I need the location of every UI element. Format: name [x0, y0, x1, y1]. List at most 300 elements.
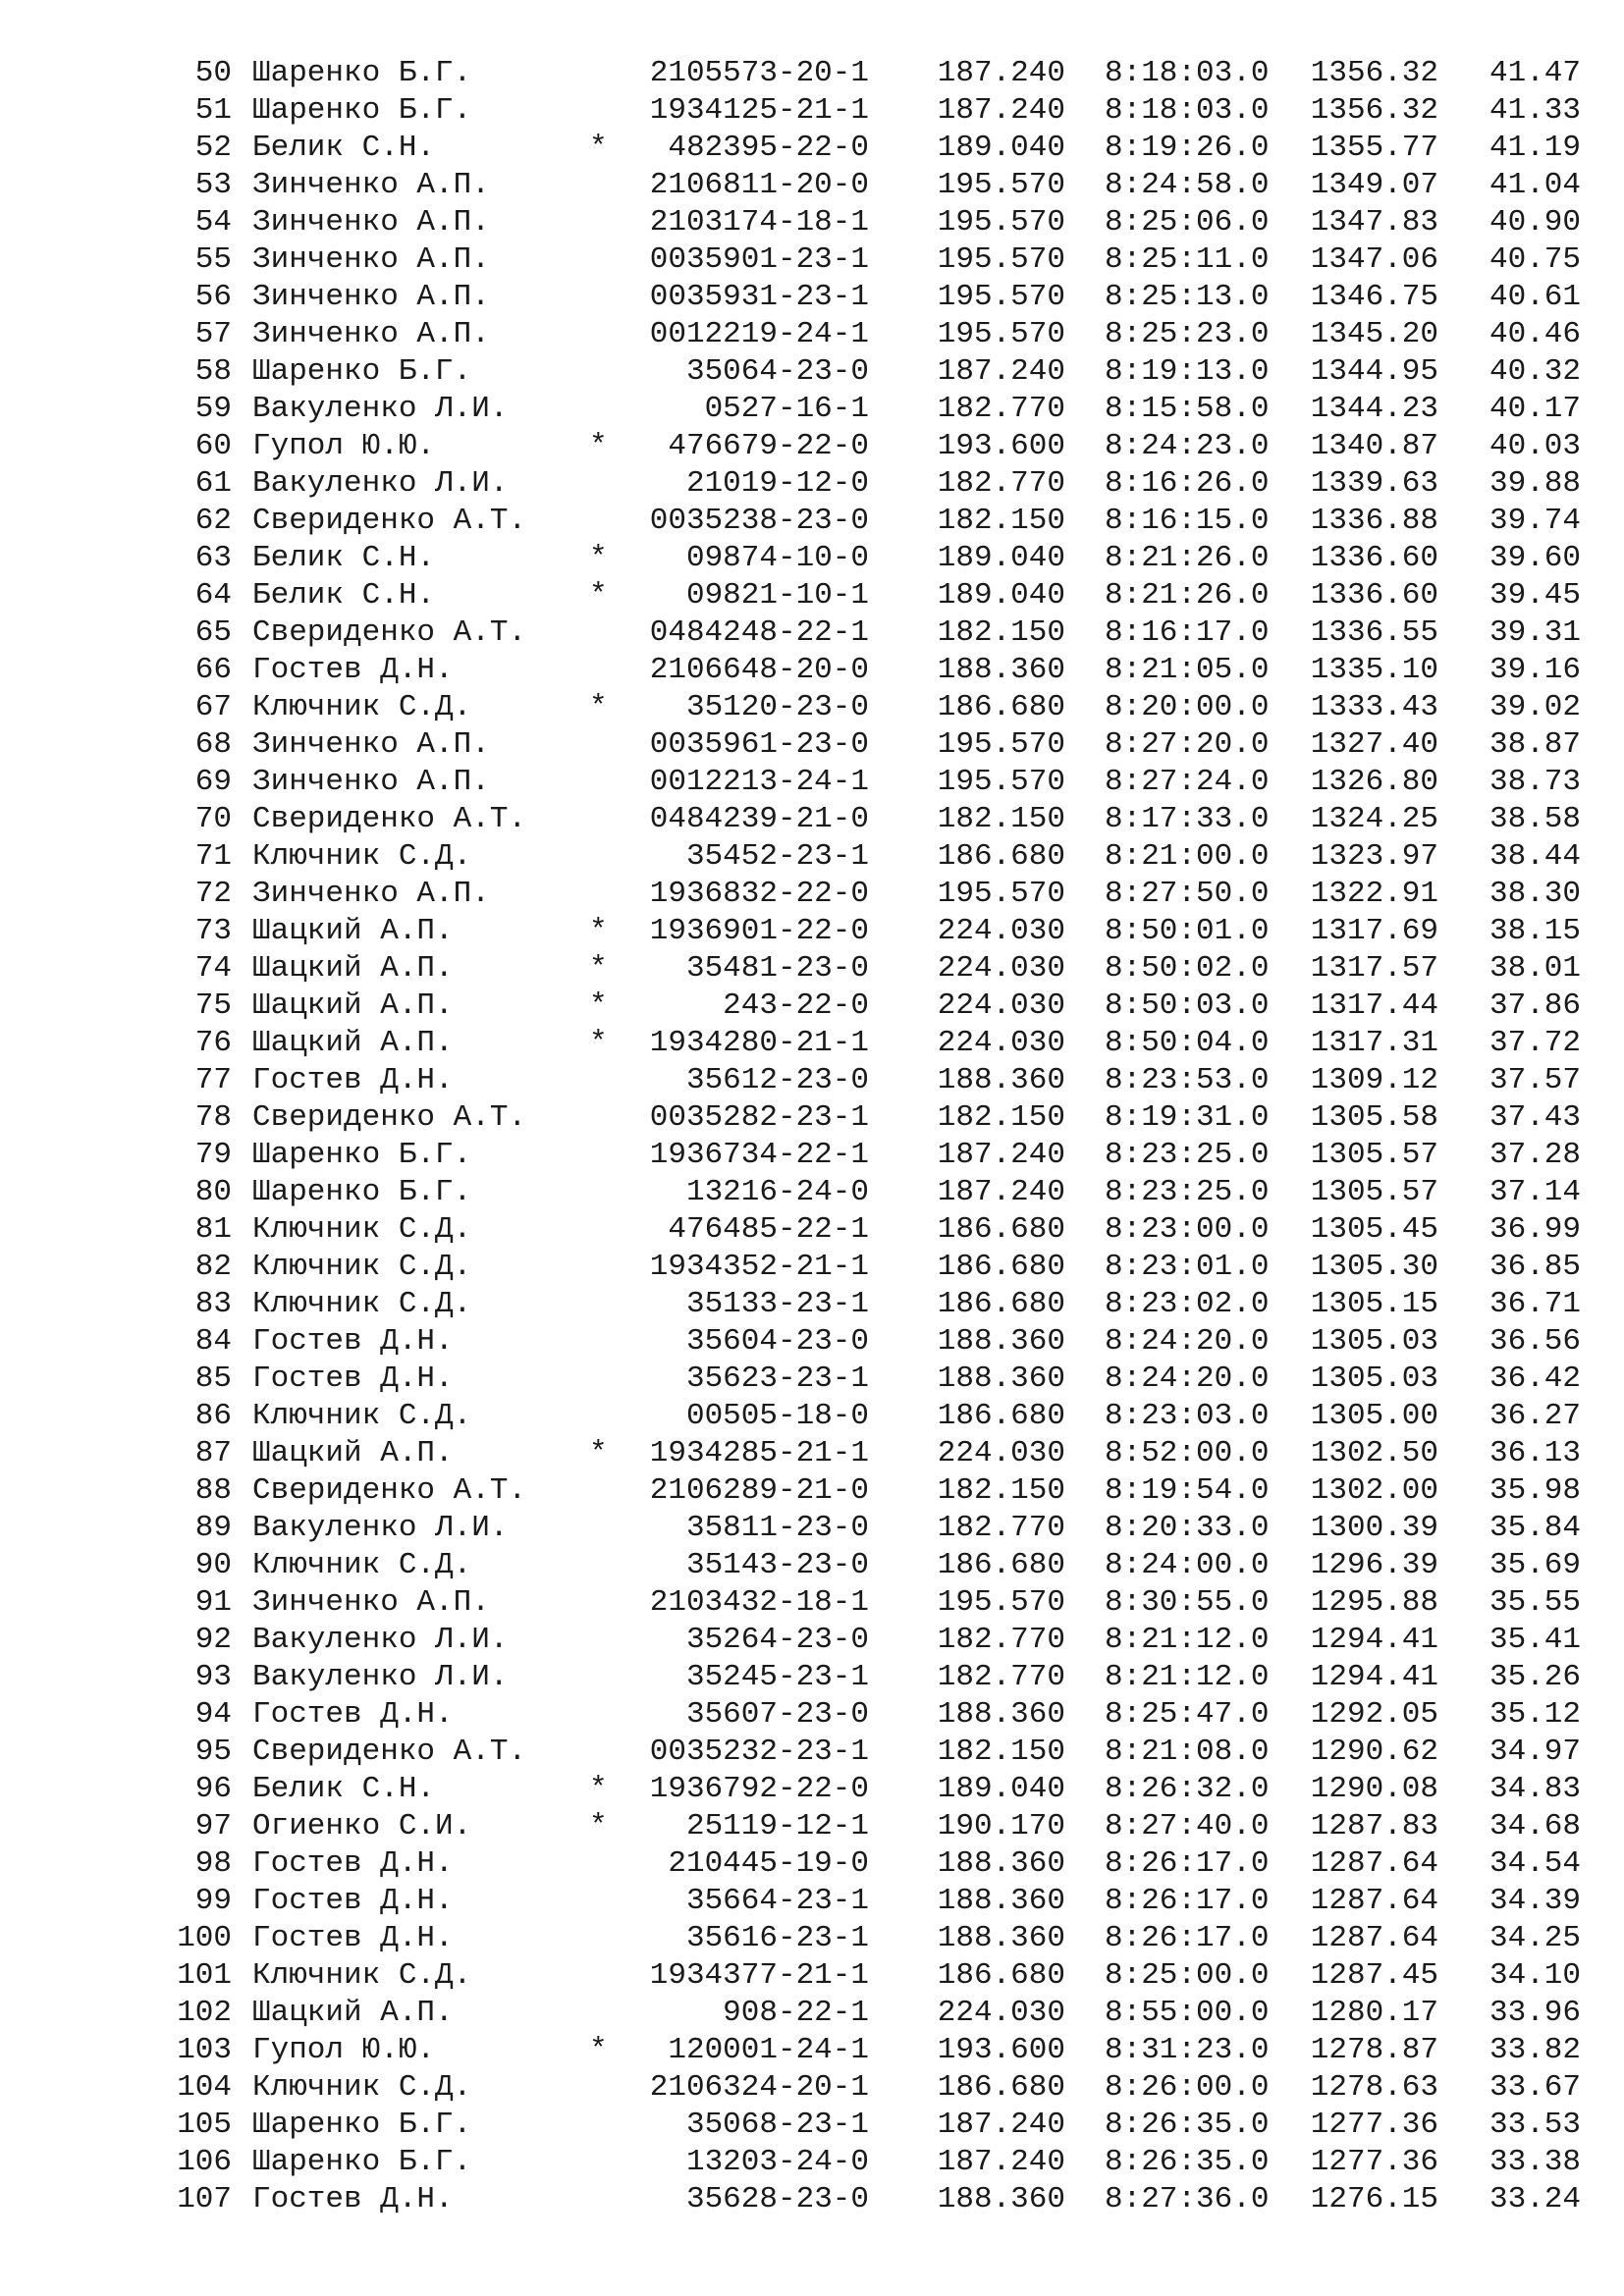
coefficient-cell: 33.53: [1489, 2108, 1581, 2142]
fancier-name-cell: Белик С.Н.: [252, 1772, 436, 1806]
speed-cell: 1305.03: [1310, 1324, 1438, 1359]
rank-cell: 92: [194, 1623, 232, 1657]
distance-cell: 186.680: [937, 690, 1065, 724]
coefficient-cell: 37.86: [1489, 988, 1581, 1023]
speed-cell: 1305.03: [1310, 1362, 1438, 1396]
ring-number-cell: 35607-23-0: [685, 1697, 869, 1732]
fancier-name-cell: Шаренко Б.Г.: [252, 354, 472, 389]
mark-cell: *: [589, 690, 608, 724]
coefficient-cell: 33.82: [1489, 2033, 1581, 2067]
speed-cell: 1323.97: [1310, 839, 1438, 874]
coefficient-cell: 38.15: [1489, 914, 1581, 948]
rank-cell: 59: [194, 392, 232, 426]
arrival-time-cell: 8:19:54.0: [1105, 1473, 1270, 1508]
distance-cell: 189.040: [937, 578, 1065, 613]
coefficient-cell: 36.71: [1489, 1287, 1581, 1321]
fancier-name-cell: Гостев Д.Н.: [252, 1921, 454, 1955]
table-row: [0, 1584, 1624, 1622]
distance-cell: 187.240: [937, 56, 1065, 90]
mark-cell: *: [589, 951, 608, 986]
distance-cell: 188.360: [937, 1884, 1065, 1918]
ring-number-cell: 120001-24-1: [668, 2033, 869, 2067]
ring-number-cell: 25119-12-1: [685, 1809, 869, 1843]
fancier-name-cell: Ключник С.Д.: [252, 1287, 472, 1321]
ring-number-cell: 13216-24-0: [685, 1175, 869, 1209]
ring-number-cell: 35604-23-0: [685, 1324, 869, 1359]
ring-number-cell: 0484239-21-0: [649, 802, 869, 836]
fancier-name-cell: Ключник С.Д.: [252, 1212, 472, 1247]
table-row: [0, 1696, 1624, 1734]
ring-number-cell: 2103174-18-1: [649, 205, 869, 240]
table-row: [0, 1137, 1624, 1174]
distance-cell: 186.680: [937, 1250, 1065, 1284]
fancier-name-cell: Зинченко А.П.: [252, 168, 490, 202]
fancier-name-cell: Ключник С.Д.: [252, 1958, 472, 1993]
speed-cell: 1302.00: [1310, 1473, 1438, 1508]
coefficient-cell: 39.74: [1489, 504, 1581, 538]
rank-cell: 105: [177, 2108, 232, 2142]
arrival-time-cell: 8:20:00.0: [1105, 690, 1270, 724]
arrival-time-cell: 8:23:25.0: [1105, 1138, 1270, 1172]
table-row: [0, 1995, 1624, 2032]
rank-cell: 55: [194, 242, 232, 277]
rank-cell: 56: [194, 280, 232, 314]
coefficient-cell: 38.01: [1489, 951, 1581, 986]
ring-number-cell: 0035901-23-1: [649, 242, 869, 277]
mark-cell: *: [589, 429, 608, 463]
arrival-time-cell: 8:25:11.0: [1105, 242, 1270, 277]
arrival-time-cell: 8:21:08.0: [1105, 1735, 1270, 1769]
fancier-name-cell: Ключник С.Д.: [252, 1250, 472, 1284]
fancier-name-cell: Гостев Д.Н.: [252, 1063, 454, 1097]
arrival-time-cell: 8:23:25.0: [1105, 1175, 1270, 1209]
coefficient-cell: 38.73: [1489, 765, 1581, 799]
fancier-name-cell: Шаренко Б.Г.: [252, 93, 472, 128]
arrival-time-cell: 8:26:00.0: [1105, 2070, 1270, 2105]
rank-cell: 60: [194, 429, 232, 463]
arrival-time-cell: 8:26:17.0: [1105, 1846, 1270, 1881]
distance-cell: 182.150: [937, 1100, 1065, 1135]
coefficient-cell: 36.56: [1489, 1324, 1581, 1359]
speed-cell: 1336.60: [1310, 541, 1438, 575]
coefficient-cell: 39.16: [1489, 653, 1581, 687]
speed-cell: 1326.80: [1310, 765, 1438, 799]
fancier-name-cell: Шацкий А.П.: [252, 914, 454, 948]
fancier-name-cell: Шаренко Б.Г.: [252, 1138, 472, 1172]
ring-number-cell: 0527-16-1: [704, 392, 869, 426]
coefficient-cell: 39.02: [1489, 690, 1581, 724]
coefficient-cell: 35.69: [1489, 1548, 1581, 1582]
distance-cell: 182.770: [937, 1511, 1065, 1545]
distance-cell: 224.030: [937, 951, 1065, 986]
coefficient-cell: 40.46: [1489, 317, 1581, 351]
rank-cell: 88: [194, 1473, 232, 1508]
table-row: [0, 1771, 1624, 1808]
ring-number-cell: 2106324-20-1: [649, 2070, 869, 2105]
rank-cell: 86: [194, 1399, 232, 1433]
arrival-time-cell: 8:26:35.0: [1105, 2145, 1270, 2179]
coefficient-cell: 38.58: [1489, 802, 1581, 836]
speed-cell: 1317.31: [1310, 1026, 1438, 1060]
fancier-name-cell: Зинченко А.П.: [252, 242, 490, 277]
table-row: [0, 540, 1624, 577]
speed-cell: 1340.87: [1310, 429, 1438, 463]
speed-cell: 1346.75: [1310, 280, 1438, 314]
speed-cell: 1322.91: [1310, 877, 1438, 911]
arrival-time-cell: 8:30:55.0: [1105, 1585, 1270, 1620]
table-row: [0, 353, 1624, 391]
ring-number-cell: 476485-22-1: [668, 1212, 869, 1247]
distance-cell: 189.040: [937, 1772, 1065, 1806]
fancier-name-cell: Зинченко А.П.: [252, 727, 490, 762]
speed-cell: 1317.57: [1310, 951, 1438, 986]
arrival-time-cell: 8:21:12.0: [1105, 1660, 1270, 1694]
coefficient-cell: 35.41: [1489, 1623, 1581, 1657]
table-row: [0, 1957, 1624, 1995]
fancier-name-cell: Свериденко А.Т.: [252, 1100, 527, 1135]
coefficient-cell: 36.85: [1489, 1250, 1581, 1284]
table-row: [0, 1323, 1624, 1361]
speed-cell: 1294.41: [1310, 1660, 1438, 1694]
speed-cell: 1276.15: [1310, 2182, 1438, 2216]
rank-cell: 85: [194, 1362, 232, 1396]
coefficient-cell: 37.14: [1489, 1175, 1581, 1209]
ring-number-cell: 0484248-22-1: [649, 615, 869, 650]
mark-cell: *: [589, 131, 608, 165]
fancier-name-cell: Зинченко А.П.: [252, 205, 490, 240]
arrival-time-cell: 8:19:13.0: [1105, 354, 1270, 389]
distance-cell: 188.360: [937, 653, 1065, 687]
fancier-name-cell: Гупол Ю.Ю.: [252, 2033, 436, 2067]
ring-number-cell: 1936901-22-0: [649, 914, 869, 948]
coefficient-cell: 36.27: [1489, 1399, 1581, 1433]
arrival-time-cell: 8:16:15.0: [1105, 504, 1270, 538]
fancier-name-cell: Шаренко Б.Г.: [252, 56, 472, 90]
ring-number-cell: 1936734-22-1: [649, 1138, 869, 1172]
rank-cell: 96: [194, 1772, 232, 1806]
arrival-time-cell: 8:27:36.0: [1105, 2182, 1270, 2216]
coefficient-cell: 39.45: [1489, 578, 1581, 613]
fancier-name-cell: Гостев Д.Н.: [252, 1846, 454, 1881]
fancier-name-cell: Свериденко А.Т.: [252, 1735, 527, 1769]
coefficient-cell: 35.26: [1489, 1660, 1581, 1694]
rank-cell: 104: [177, 2070, 232, 2105]
table-row: [0, 55, 1624, 92]
fancier-name-cell: Гостев Д.Н.: [252, 1324, 454, 1359]
arrival-time-cell: 8:25:13.0: [1105, 280, 1270, 314]
coefficient-cell: 34.10: [1489, 1958, 1581, 1993]
ring-number-cell: 35064-23-0: [685, 354, 869, 389]
rank-cell: 102: [177, 1996, 232, 2030]
distance-cell: 193.600: [937, 429, 1065, 463]
ring-number-cell: 0035931-23-1: [649, 280, 869, 314]
coefficient-cell: 37.57: [1489, 1063, 1581, 1097]
mark-cell: *: [589, 2033, 608, 2067]
arrival-time-cell: 8:25:47.0: [1105, 1697, 1270, 1732]
rank-cell: 107: [177, 2182, 232, 2216]
distance-cell: 182.150: [937, 1473, 1065, 1508]
rank-cell: 82: [194, 1250, 232, 1284]
speed-cell: 1305.00: [1310, 1399, 1438, 1433]
rank-cell: 78: [194, 1100, 232, 1135]
fancier-name-cell: Зинченко А.П.: [252, 765, 490, 799]
table-row: [0, 1808, 1624, 1845]
ring-number-cell: 0035282-23-1: [649, 1100, 869, 1135]
fancier-name-cell: Огиенко С.И.: [252, 1809, 472, 1843]
speed-cell: 1349.07: [1310, 168, 1438, 202]
speed-cell: 1305.45: [1310, 1212, 1438, 1247]
ring-number-cell: 35616-23-1: [685, 1921, 869, 1955]
fancier-name-cell: Свериденко А.Т.: [252, 615, 527, 650]
arrival-time-cell: 8:27:20.0: [1105, 727, 1270, 762]
rank-cell: 69: [194, 765, 232, 799]
ring-number-cell: 1934285-21-1: [649, 1436, 869, 1470]
distance-cell: 187.240: [937, 2145, 1065, 2179]
mark-cell: *: [589, 541, 608, 575]
table-row: [0, 465, 1624, 503]
rank-cell: 72: [194, 877, 232, 911]
table-row: [0, 689, 1624, 726]
rank-cell: 61: [194, 466, 232, 501]
table-row: [0, 1361, 1624, 1398]
fancier-name-cell: Свериденко А.Т.: [252, 1473, 527, 1508]
table-row: [0, 1547, 1624, 1584]
speed-cell: 1356.32: [1310, 56, 1438, 90]
fancier-name-cell: Белик С.Н.: [252, 578, 436, 613]
coefficient-cell: 38.30: [1489, 877, 1581, 911]
speed-cell: 1344.23: [1310, 392, 1438, 426]
speed-cell: 1277.36: [1310, 2145, 1438, 2179]
speed-cell: 1305.58: [1310, 1100, 1438, 1135]
table-row: [0, 1398, 1624, 1435]
arrival-time-cell: 8:21:00.0: [1105, 839, 1270, 874]
speed-cell: 1327.40: [1310, 727, 1438, 762]
ring-number-cell: 35120-23-0: [685, 690, 869, 724]
distance-cell: 195.570: [937, 765, 1065, 799]
ring-number-cell: 2103432-18-1: [649, 1585, 869, 1620]
speed-cell: 1347.83: [1310, 205, 1438, 240]
rank-cell: 74: [194, 951, 232, 986]
distance-cell: 187.240: [937, 1175, 1065, 1209]
ring-number-cell: 35481-23-0: [685, 951, 869, 986]
speed-cell: 1278.87: [1310, 2033, 1438, 2067]
ring-number-cell: 35245-23-1: [685, 1660, 869, 1694]
speed-cell: 1309.12: [1310, 1063, 1438, 1097]
speed-cell: 1300.39: [1310, 1511, 1438, 1545]
mark-cell: *: [589, 1772, 608, 1806]
table-row: [0, 2107, 1624, 2144]
distance-cell: 195.570: [937, 242, 1065, 277]
speed-cell: 1333.43: [1310, 690, 1438, 724]
rank-cell: 58: [194, 354, 232, 389]
table-row: [0, 726, 1624, 764]
arrival-time-cell: 8:50:01.0: [1105, 914, 1270, 948]
fancier-name-cell: Гостев Д.Н.: [252, 1884, 454, 1918]
fancier-name-cell: Шацкий А.П.: [252, 1996, 454, 2030]
ring-number-cell: 0012219-24-1: [649, 317, 869, 351]
ring-number-cell: 0035232-23-1: [649, 1735, 869, 1769]
table-row: [0, 1025, 1624, 1062]
distance-cell: 195.570: [937, 877, 1065, 911]
distance-cell: 188.360: [937, 1324, 1065, 1359]
fancier-name-cell: Шаренко Б.Г.: [252, 2145, 472, 2179]
speed-cell: 1302.50: [1310, 1436, 1438, 1470]
distance-cell: 187.240: [937, 2108, 1065, 2142]
speed-cell: 1355.77: [1310, 131, 1438, 165]
arrival-time-cell: 8:26:32.0: [1105, 1772, 1270, 1806]
fancier-name-cell: Вакуленко Л.И.: [252, 466, 509, 501]
ring-number-cell: 35811-23-0: [685, 1511, 869, 1545]
distance-cell: 186.680: [937, 839, 1065, 874]
ring-number-cell: 1934280-21-1: [649, 1026, 869, 1060]
coefficient-cell: 36.13: [1489, 1436, 1581, 1470]
coefficient-cell: 34.39: [1489, 1884, 1581, 1918]
rank-cell: 52: [194, 131, 232, 165]
fancier-name-cell: Гостев Д.Н.: [252, 653, 454, 687]
distance-cell: 186.680: [937, 1287, 1065, 1321]
speed-cell: 1295.88: [1310, 1585, 1438, 1620]
rank-cell: 77: [194, 1063, 232, 1097]
arrival-time-cell: 8:19:31.0: [1105, 1100, 1270, 1135]
ring-number-cell: 482395-22-0: [668, 131, 869, 165]
coefficient-cell: 33.38: [1489, 2145, 1581, 2179]
speed-cell: 1280.17: [1310, 1996, 1438, 2030]
arrival-time-cell: 8:24:20.0: [1105, 1362, 1270, 1396]
coefficient-cell: 38.44: [1489, 839, 1581, 874]
arrival-time-cell: 8:27:40.0: [1105, 1809, 1270, 1843]
fancier-name-cell: Свериденко А.Т.: [252, 802, 527, 836]
speed-cell: 1305.57: [1310, 1175, 1438, 1209]
arrival-time-cell: 8:18:03.0: [1105, 93, 1270, 128]
table-row: [0, 2069, 1624, 2107]
ring-number-cell: 35264-23-0: [685, 1623, 869, 1657]
fancier-name-cell: Гостев Д.Н.: [252, 1362, 454, 1396]
distance-cell: 193.600: [937, 2033, 1065, 2067]
rank-cell: 73: [194, 914, 232, 948]
rank-cell: 106: [177, 2145, 232, 2179]
rank-cell: 54: [194, 205, 232, 240]
fancier-name-cell: Ключник С.Д.: [252, 690, 472, 724]
fancier-name-cell: Вакуленко Л.И.: [252, 1660, 509, 1694]
table-row: [0, 652, 1624, 689]
speed-cell: 1356.32: [1310, 93, 1438, 128]
rank-cell: 95: [194, 1735, 232, 1769]
ring-number-cell: 210445-19-0: [668, 1846, 869, 1881]
table-row: [0, 2144, 1624, 2181]
coefficient-cell: 37.72: [1489, 1026, 1581, 1060]
arrival-time-cell: 8:50:04.0: [1105, 1026, 1270, 1060]
speed-cell: 1336.55: [1310, 615, 1438, 650]
fancier-name-cell: Зинченко А.П.: [252, 317, 490, 351]
table-row: [0, 503, 1624, 540]
arrival-time-cell: 8:26:17.0: [1105, 1884, 1270, 1918]
ring-number-cell: 2106648-20-0: [649, 653, 869, 687]
coefficient-cell: 40.61: [1489, 280, 1581, 314]
distance-cell: 195.570: [937, 1585, 1065, 1620]
table-row: [0, 167, 1624, 204]
fancier-name-cell: Ключник С.Д.: [252, 1399, 472, 1433]
rank-cell: 63: [194, 541, 232, 575]
fancier-name-cell: Шацкий А.П.: [252, 951, 454, 986]
coefficient-cell: 38.87: [1489, 727, 1581, 762]
fancier-name-cell: Зинченко А.П.: [252, 280, 490, 314]
table-row: [0, 1920, 1624, 1957]
distance-cell: 195.570: [937, 280, 1065, 314]
table-row: [0, 1099, 1624, 1137]
distance-cell: 189.040: [937, 541, 1065, 575]
rank-cell: 80: [194, 1175, 232, 1209]
speed-cell: 1278.63: [1310, 2070, 1438, 2105]
speed-cell: 1336.88: [1310, 504, 1438, 538]
arrival-time-cell: 8:52:00.0: [1105, 1436, 1270, 1470]
speed-cell: 1287.45: [1310, 1958, 1438, 1993]
arrival-time-cell: 8:21:26.0: [1105, 541, 1270, 575]
results-table: [0, 55, 1624, 2218]
fancier-name-cell: Зинченко А.П.: [252, 877, 490, 911]
table-row: [0, 130, 1624, 167]
distance-cell: 187.240: [937, 1138, 1065, 1172]
ring-number-cell: 0035238-23-0: [649, 504, 869, 538]
distance-cell: 182.150: [937, 802, 1065, 836]
rank-cell: 91: [194, 1585, 232, 1620]
speed-cell: 1339.63: [1310, 466, 1438, 501]
speed-cell: 1287.64: [1310, 1921, 1438, 1955]
ring-number-cell: 2105573-20-1: [649, 56, 869, 90]
fancier-name-cell: Гупол Ю.Ю.: [252, 429, 436, 463]
rank-cell: 100: [177, 1921, 232, 1955]
arrival-time-cell: 8:23:01.0: [1105, 1250, 1270, 1284]
rank-cell: 67: [194, 690, 232, 724]
coefficient-cell: 35.55: [1489, 1585, 1581, 1620]
arrival-time-cell: 8:25:00.0: [1105, 1958, 1270, 1993]
speed-cell: 1335.10: [1310, 653, 1438, 687]
table-row: [0, 241, 1624, 279]
distance-cell: 189.040: [937, 131, 1065, 165]
fancier-name-cell: Ключник С.Д.: [252, 839, 472, 874]
arrival-time-cell: 8:50:03.0: [1105, 988, 1270, 1023]
distance-cell: 182.150: [937, 504, 1065, 538]
rank-cell: 51: [194, 93, 232, 128]
arrival-time-cell: 8:27:50.0: [1105, 877, 1270, 911]
coefficient-cell: 40.17: [1489, 392, 1581, 426]
rank-cell: 70: [194, 802, 232, 836]
fancier-name-cell: Шаренко Б.Г.: [252, 2108, 472, 2142]
speed-cell: 1305.15: [1310, 1287, 1438, 1321]
rank-cell: 101: [177, 1958, 232, 1993]
coefficient-cell: 39.31: [1489, 615, 1581, 650]
fancier-name-cell: Шацкий А.П.: [252, 988, 454, 1023]
table-row: [0, 614, 1624, 652]
table-row: [0, 876, 1624, 913]
coefficient-cell: 40.32: [1489, 354, 1581, 389]
table-row: [0, 838, 1624, 876]
rank-cell: 76: [194, 1026, 232, 1060]
distance-cell: 186.680: [937, 1548, 1065, 1582]
arrival-time-cell: 8:20:33.0: [1105, 1511, 1270, 1545]
rank-cell: 93: [194, 1660, 232, 1694]
rank-cell: 97: [194, 1809, 232, 1843]
table-row: [0, 2181, 1624, 2218]
fancier-name-cell: Зинченко А.П.: [252, 1585, 490, 1620]
distance-cell: 182.770: [937, 466, 1065, 501]
ring-number-cell: 1934352-21-1: [649, 1250, 869, 1284]
coefficient-cell: 37.43: [1489, 1100, 1581, 1135]
distance-cell: 182.770: [937, 1660, 1065, 1694]
distance-cell: 224.030: [937, 1996, 1065, 2030]
distance-cell: 188.360: [937, 1362, 1065, 1396]
table-row: [0, 1845, 1624, 1883]
fancier-name-cell: Гостев Д.Н.: [252, 1697, 454, 1732]
